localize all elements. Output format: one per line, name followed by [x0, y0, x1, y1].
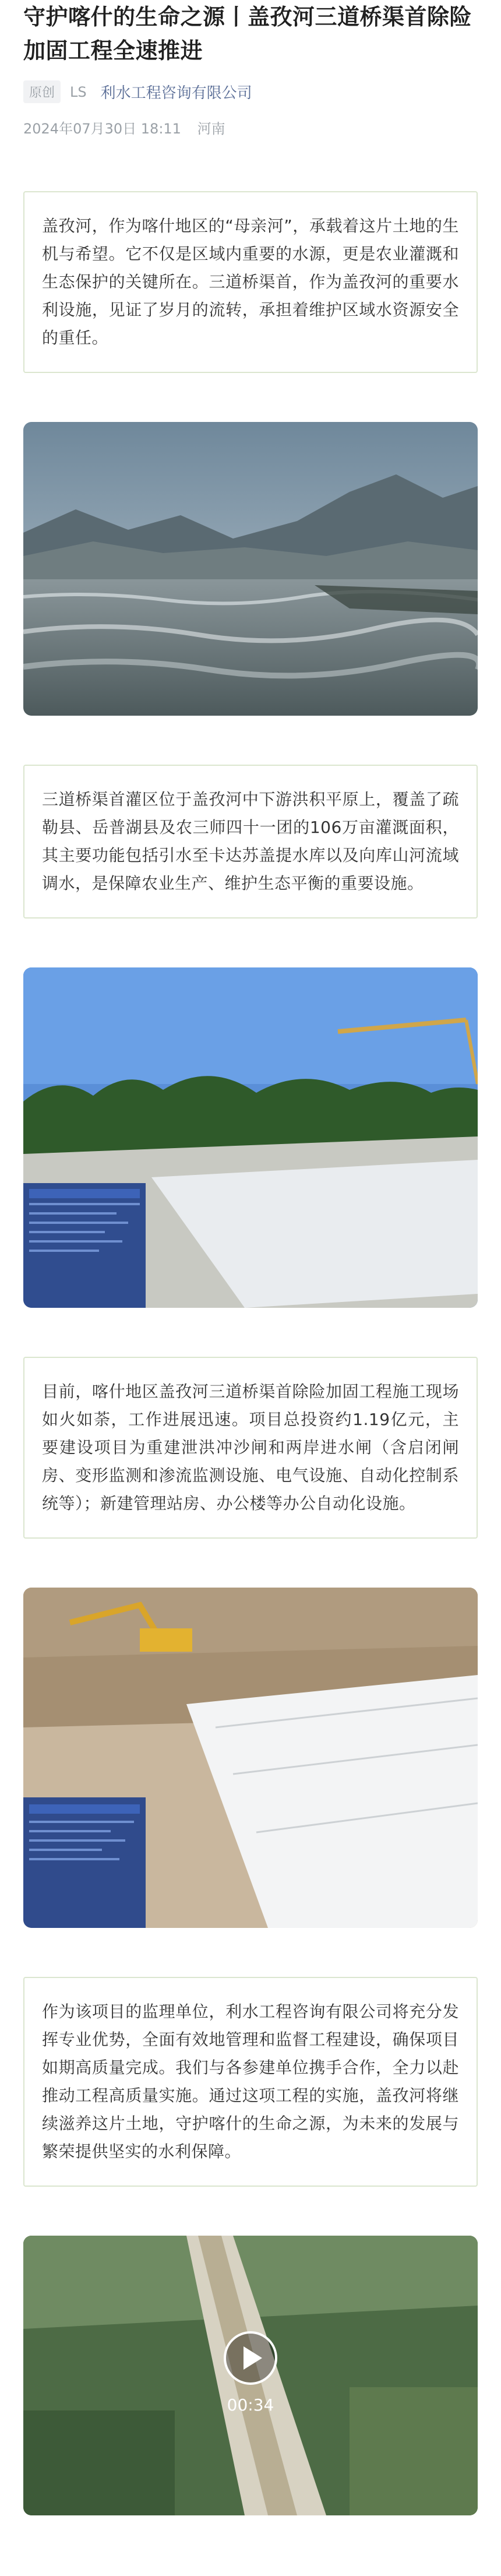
article-meta [0, 80, 501, 103]
video-duration: 00:34 [227, 2395, 274, 2415]
original-badge: 原创 [23, 80, 61, 103]
publish-date: 2024年07月30日 18:11 [23, 121, 181, 137]
account-link[interactable]: 利水工程咨询有限公司 [100, 85, 252, 102]
river-image [23, 422, 478, 716]
video-player[interactable] [23, 2236, 478, 2515]
paragraph-box [23, 1977, 478, 2187]
publish-location: 河南 [197, 121, 225, 137]
publish-info [0, 117, 501, 138]
construction-photo[interactable] [23, 967, 478, 1308]
paragraph-text: 作为该项目的监理单位，利水工程咨询有限公司将充分发挥专业优势，全面有效地管理和监督工程建设，确保项目如期高质量完成。我们与各参建单位携手合作，全力以赴推动工程高质量实施。通过这项工程的实施，盖孜河将继续滋养这片土地，守护喀什的生命之源，为未来的发展与繁荣提供坚实的水利保障。 [42, 2002, 459, 2161]
paragraph-text: 三道桥渠首灌区位于盖孜河中下游洪积平原上，覆盖了疏勒县、岳普湖县及农三师四十一团的106万亩灌溉面积，其主要功能包括引水至卡达苏盖提水库以及向库山河流域调水，是保障农业生产、维护生态平衡的重要设施。 [42, 790, 459, 893]
construction-image [23, 967, 478, 1308]
river-photo[interactable] [23, 422, 478, 716]
paragraph-text: 盖孜河，作为喀什地区的“母亲河”，承载着这片土地的生机与希望。它不仅是区域内重要的水源，更是农业灌溉和生态保护的关键所在。三道桥渠首，作为盖孜河的重要水利设施，见证了岁月的流转，承担着维护区域水资源安全的重任。 [42, 216, 459, 347]
liner-image [23, 1588, 478, 1928]
paragraph-text: 目前，喀什地区盖孜河三道桥渠首除险加固工程施工现场如火如荼，工作进展迅速。项目总投资约1.19亿元，主要建设项目为重建泄洪冲沙闸和两岸进水闸（含启闭闸房、变形监测和渗流监测设施、电气设施、自动化控制系统等）；新建管理站房、办公楼等办公自动化设施。 [42, 1382, 459, 1513]
article-title: 守护喀什的生命之源丨盖孜河三道桥渠首除险加固工程全速推进 [23, 4, 472, 64]
paragraph-box [23, 191, 478, 373]
liner-photo[interactable] [23, 1588, 478, 1928]
paragraph-box [23, 1357, 478, 1539]
paragraph-box [23, 765, 478, 919]
play-icon [244, 2346, 262, 2370]
author-name: LS [70, 83, 87, 100]
play-button[interactable] [224, 2331, 277, 2385]
